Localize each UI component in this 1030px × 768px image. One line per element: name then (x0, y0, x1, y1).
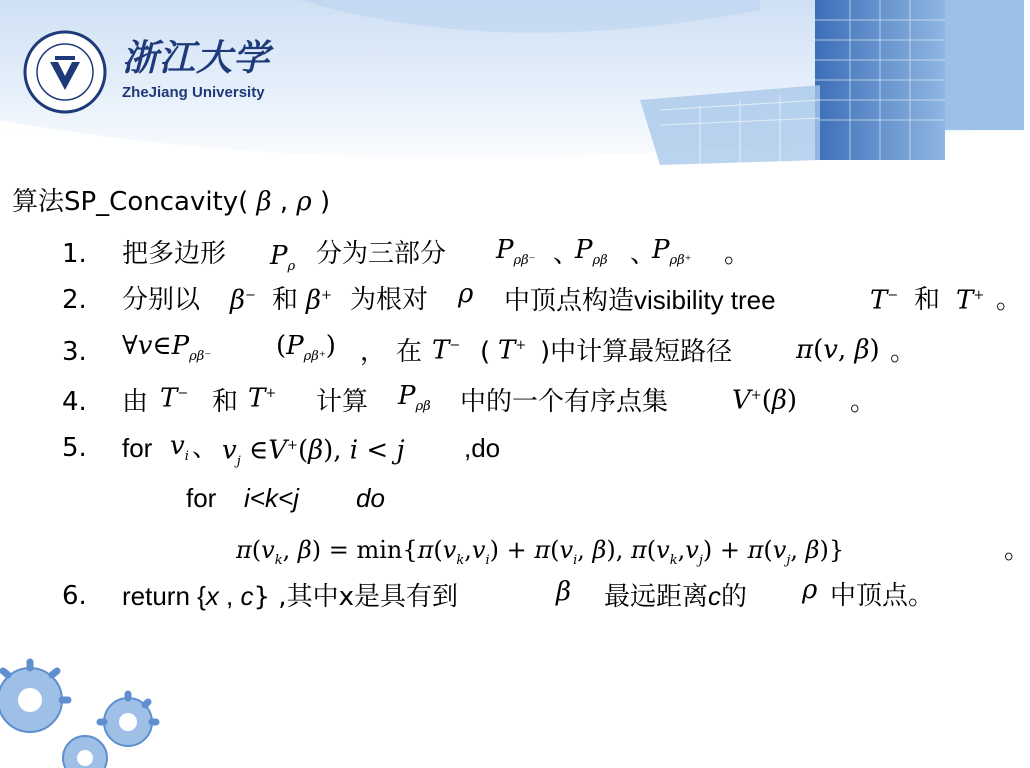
separator: 、 (630, 239, 657, 269)
period: 。 (1004, 535, 1030, 565)
formula-t-minus: T− (432, 335, 461, 366)
comma: ， (360, 337, 387, 367)
university-name-en: ZheJiang University (122, 84, 265, 101)
formula-p-rho: $P_\rho$ (270, 241, 296, 275)
formula-t-plus: T+ (956, 285, 985, 316)
var-x: x (205, 581, 219, 611)
step-text: 中顶点构造visibility tree (504, 285, 776, 315)
algorithm-title (12, 186, 330, 218)
title-suffix: ) (319, 187, 331, 217)
title-prefix: 算法SP_Concavity( (12, 187, 249, 217)
separator: 、 (192, 433, 219, 463)
keyword-do: ,do (464, 433, 501, 463)
period: 。 (850, 387, 877, 417)
formula-t-plus: T+ (498, 335, 527, 366)
step-text: 计算 (316, 387, 369, 417)
step-text: )中计算最短路径 (540, 337, 733, 367)
formula-t-minus: T− (160, 383, 189, 414)
university-name-cn: 浙江大学 (122, 37, 271, 78)
formula-rho: ρ (802, 575, 818, 605)
step-text: 把多边形 (122, 239, 227, 269)
step-number: 2. (62, 285, 87, 315)
step-text: 中顶点。 (830, 581, 935, 611)
step-text: 和 (212, 387, 239, 417)
formula-p-rho-beta-plus: $P_{\rho\beta^+}$ (652, 235, 692, 269)
period: 。 (890, 337, 917, 367)
step-number: 1. (62, 239, 87, 269)
formula-rho: ρ (458, 279, 474, 309)
step-text: 和 (272, 285, 299, 315)
keyword-for: for (186, 483, 217, 513)
step-text: 的 (721, 582, 748, 612)
beta-symbol: β (248, 187, 280, 217)
formula-p-rho-beta-minus: $P_{\rho\beta^-}$ (496, 235, 536, 269)
step-text: } ,其中x是具有到 (253, 582, 458, 612)
formula-v-j-set: $v_j$ ∈V+(β), i < j (222, 435, 405, 469)
formula-v-plus-beta: V+(β) (732, 385, 798, 416)
keyword-for: for (122, 433, 153, 463)
step-number: 4. (62, 387, 87, 417)
formula-v-i: $v_i$ (170, 431, 189, 465)
step-number: 5. (62, 433, 87, 463)
return-keyword: return { (122, 581, 206, 611)
formula-beta-plus: β+ (306, 285, 332, 316)
step-text: 在 (396, 337, 423, 367)
formula-pi-v-beta: π(v, β) (796, 335, 880, 365)
formula-beta: β (556, 577, 572, 607)
step-text: 中的一个有序点集 (460, 387, 669, 417)
step-text (122, 580, 458, 613)
formula-t-plus: T+ (248, 383, 277, 414)
step-text: 分为三部分 (316, 239, 447, 269)
formula-beta-minus: β− (230, 285, 256, 316)
separator: 、 (553, 239, 580, 269)
formula-p-rho-beta: $P_{\rho\beta}$ (575, 235, 608, 269)
step-text: 分别以 (122, 285, 201, 315)
var-c: c (708, 581, 722, 611)
step-number: 3. (62, 337, 87, 367)
var-c: c (240, 581, 254, 611)
formula-p-rho-beta: $P_{\rho\beta}$ (398, 381, 431, 415)
formula-p-rho-beta-plus: $(P_{\rho\beta^+})$ (276, 331, 336, 365)
keyword-do: do (356, 483, 385, 513)
step-number: 6. (62, 581, 87, 611)
comma: , (218, 581, 241, 611)
period: 。 (996, 285, 1023, 315)
period: 。 (724, 239, 751, 269)
title-comma: , (279, 187, 289, 217)
rho-symbol: ρ (288, 187, 320, 217)
formula-forall-v: $\forall v\in P_{\rho\beta^-}$ (122, 331, 212, 365)
step-text: ( (480, 337, 491, 367)
step-text: 和 (914, 285, 941, 315)
step-text (604, 580, 747, 613)
step-text: 为根对 (350, 285, 429, 315)
formula-recurrence: $\pi(v_k$, $\beta) = \min\{\pi(v_k,v_i) + \pi(v_i$, β), $\pi(v_k,v_j) + \pi(v_j$, β)} (236, 536, 845, 568)
formula-t-minus: T− (870, 285, 899, 316)
loop-condition: i<k<j (244, 483, 299, 513)
step-text: 由 (122, 387, 149, 417)
step-text: 最远距离 (604, 582, 709, 612)
